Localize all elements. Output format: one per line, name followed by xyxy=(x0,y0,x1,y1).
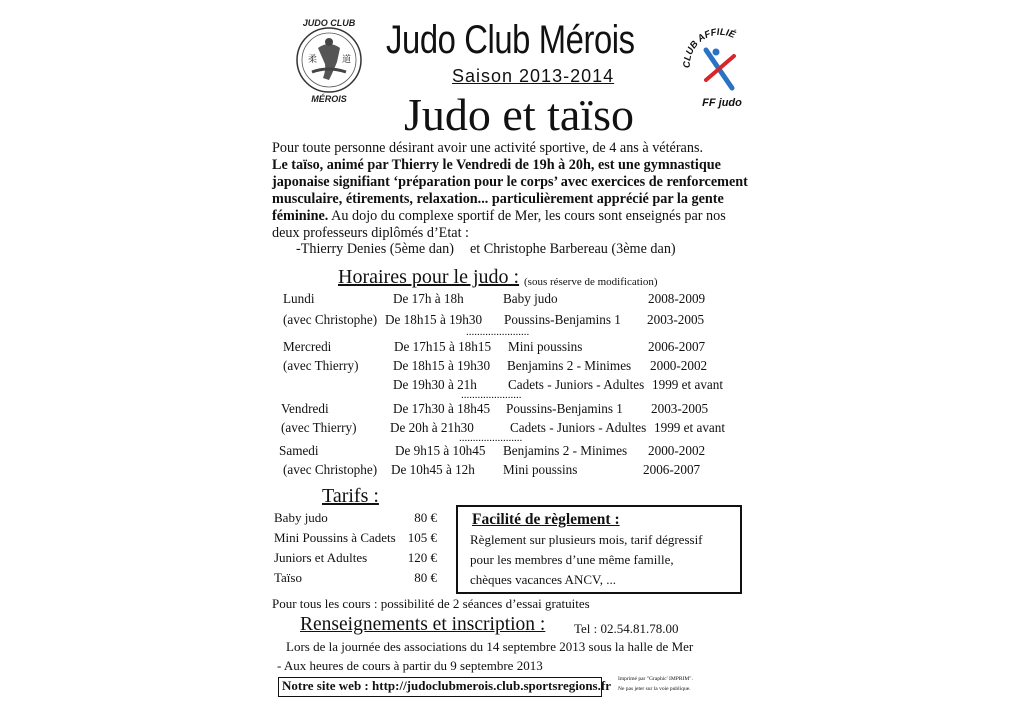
professor-2: et Christophe Barbereau (3ème dan) xyxy=(470,241,676,257)
schedule-years: 1999 et avant xyxy=(654,420,726,435)
schedule-years: 2003-2005 xyxy=(647,312,705,327)
schedule-time: De 20h à 21h30 xyxy=(390,420,474,435)
schedule-years: 2000-2002 xyxy=(650,358,708,373)
schedule-group: Poussins-Benjamins 1 xyxy=(506,401,623,416)
schedule-years: 2000-2002 xyxy=(648,443,706,458)
facilite-title: Facilité de règlement : xyxy=(472,511,620,528)
ff-judo-logo xyxy=(676,22,764,110)
separator: ...................... xyxy=(461,389,522,401)
imprint-line1: Imprimé par "Graphic' IMPRIM". xyxy=(618,676,693,682)
logo-left-top-text: JUDO CLUB xyxy=(302,18,356,28)
tarifs-title: Tarifs : xyxy=(322,485,379,507)
facilite-box xyxy=(456,505,742,594)
tarif-label: Mini Poussins à Cadets xyxy=(274,530,396,545)
schedule-group: Mini poussins xyxy=(508,339,583,354)
renseignements-title: Renseignements et inscription : xyxy=(300,614,546,635)
logo-left-bottom-text: MÉROIS xyxy=(311,94,347,104)
schedule-day: Samedi xyxy=(279,443,319,458)
schedule-years: 2008-2009 xyxy=(648,291,706,306)
intro-paragraph xyxy=(272,140,752,242)
club-name: Judo Club Mérois xyxy=(386,18,635,62)
separator: ....................... xyxy=(459,432,523,444)
ff-judo-text: FF judo xyxy=(702,97,742,109)
schedule-years: 2006-2007 xyxy=(648,339,706,354)
schedule-day: Lundi xyxy=(283,291,315,306)
intro-rest: Au dojo du complexe sportif de Mer, les cours sont enseignés par nos deux professeurs diplômés d’Etat : xyxy=(272,208,726,241)
schedule-time: De 19h30 à 21h xyxy=(393,377,477,392)
schedule-group: Benjamins 2 - Minimes xyxy=(507,358,632,373)
svg-text:道: 道 xyxy=(342,55,352,65)
schedule-group: Cadets - Juniors - Adultes xyxy=(510,420,647,435)
horaires-title: Horaires pour le judo : xyxy=(338,266,520,288)
schedule-years: 2003-2005 xyxy=(651,401,709,416)
schedule-day: Mercredi xyxy=(283,339,332,354)
club-logo xyxy=(282,14,376,106)
facilite-line2: pour les membres d’une même famille, xyxy=(470,552,674,567)
schedule-time: De 17h à 18h xyxy=(393,291,464,306)
website-link[interactable]: Notre site web : http://judoclubmerois.club.sportsregions.fr xyxy=(282,678,611,693)
tarif-price: 105 € xyxy=(407,530,437,545)
schedule-group: Cadets - Juniors - Adultes xyxy=(508,377,645,392)
season: Saison 2013-2014 xyxy=(452,66,615,86)
schedule-group: Poussins-Benjamins 1 xyxy=(504,312,621,327)
info-line2: - Aux heures de cours à partir du 9 septembre 2013 xyxy=(277,658,543,673)
schedule-time: De 9h15 à 10h45 xyxy=(395,443,486,458)
svg-text:柔: 柔 xyxy=(308,55,318,65)
tarif-label: Taïso xyxy=(274,570,302,585)
tarif-label: Juniors et Adultes xyxy=(274,550,368,565)
schedule-day: (avec Christophe) xyxy=(283,462,378,477)
horaires-note: (sous réserve de modification) xyxy=(524,276,658,288)
schedule-day: (avec Thierry) xyxy=(283,358,359,373)
facilite-line1: Règlement sur plusieurs mois, tarif dégressif xyxy=(470,532,703,547)
schedule-day: (avec Thierry) xyxy=(281,420,357,435)
professor-1: -Thierry Denies (5ème dan) xyxy=(296,241,454,257)
separator: ....................... xyxy=(466,326,530,338)
schedule-group: Baby judo xyxy=(503,291,558,306)
schedule-time: De 17h15 à 18h15 xyxy=(394,339,492,354)
schedule-time: De 17h30 à 18h45 xyxy=(393,401,491,416)
info-line1: Lors de la journée des associations du 14 septembre 2013 sous la halle de Mer xyxy=(286,639,694,654)
schedule-day: Vendredi xyxy=(281,401,329,416)
telephone: Tel : 02.54.81.78.00 xyxy=(574,621,679,636)
essai-text: Pour tous les cours : possibilité de 2 séances d’essai gratuites xyxy=(272,596,590,611)
schedule-group: Mini poussins xyxy=(503,462,578,477)
intro-taiso: Le taïso, animé par Thierry le Vendredi de 19h à 20h, est une gymnastique japonaise signifiant ‘préparation pour le corps’ avec exercices de renforcement musculaire, étirements, relaxation... particulièrement apprécié par la gente féminine. xyxy=(272,157,748,224)
tarif-price: 80 € xyxy=(414,510,437,525)
tarif-price: 80 € xyxy=(414,570,437,585)
schedule-time: De 18h15 à 19h30 xyxy=(385,312,483,327)
facilite-line3: chèques vacances ANCV, ... xyxy=(470,572,616,587)
imprint-line2: Ne pas jeter sur la voie publique. xyxy=(618,686,691,692)
page-title: Judo et taïso xyxy=(404,89,634,140)
club-affilie-text: CLUB AFFILIÉ xyxy=(681,26,737,69)
schedule-time: De 18h15 à 19h30 xyxy=(393,358,491,373)
website-box xyxy=(278,677,611,697)
tarif-price: 120 € xyxy=(407,550,437,565)
schedule-years: 1999 et avant xyxy=(652,377,724,392)
schedule-group: Benjamins 2 - Minimes xyxy=(503,443,628,458)
schedule-day: (avec Christophe) xyxy=(283,312,378,327)
schedule-time: De 10h45 à 12h xyxy=(391,462,475,477)
tarif-label: Baby judo xyxy=(274,510,328,525)
intro-line1: Pour toute personne désirant avoir une activité sportive, de 4 ans à vétérans. xyxy=(272,140,704,156)
schedule-years: 2006-2007 xyxy=(643,462,701,477)
